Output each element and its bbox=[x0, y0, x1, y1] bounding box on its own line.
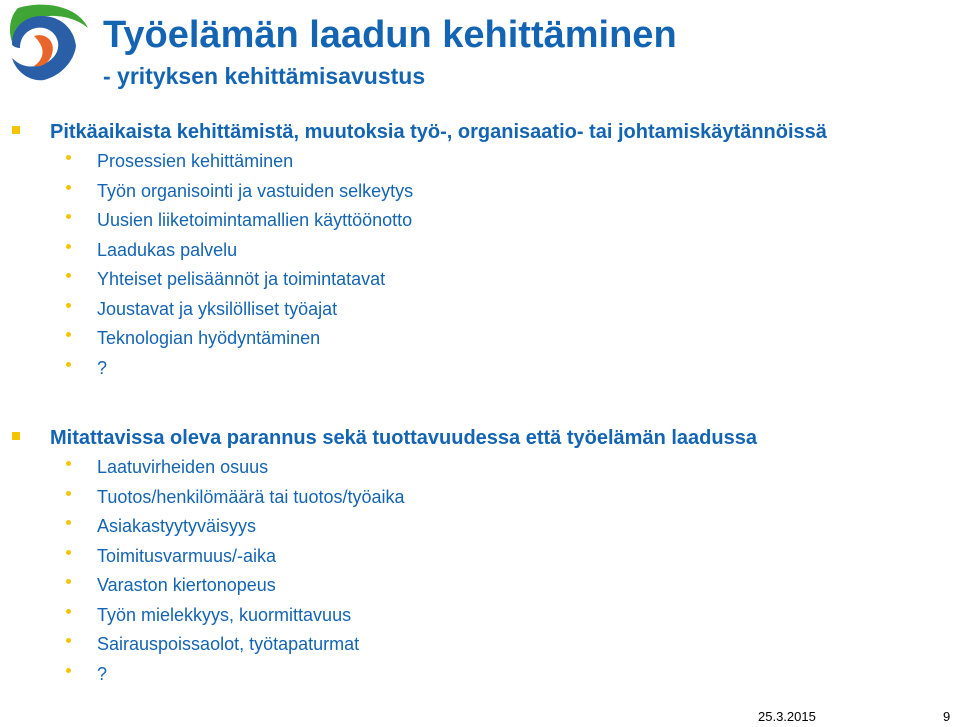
square-bullet-icon bbox=[12, 126, 20, 134]
list-item: ? bbox=[97, 660, 960, 690]
dot-bullet-icon bbox=[66, 244, 71, 249]
dot-bullet-icon bbox=[66, 273, 71, 278]
dot-bullet-icon bbox=[66, 579, 71, 584]
page-subtitle: - yrityksen kehittämisavustus bbox=[103, 63, 426, 89]
list-item: Työn mielekkyys, kuormittavuus bbox=[97, 601, 960, 631]
list-item: Työn organisointi ja vastuiden selkeytys bbox=[97, 177, 960, 207]
list-item: ? bbox=[97, 354, 960, 384]
footer-date: 25.3.2015 bbox=[758, 709, 816, 724]
dot-bullet-icon bbox=[66, 520, 71, 525]
dot-bullet-icon bbox=[66, 303, 71, 308]
list-item: Sairauspoissaolot, työtapaturmat bbox=[97, 630, 960, 660]
dot-bullet-icon bbox=[66, 214, 71, 219]
dot-bullet-icon bbox=[66, 461, 71, 466]
section-heading-text: Pitkäaikaista kehittämistä, muutoksia työ-, organisaatio- tai johtamiskäytännöissä bbox=[50, 121, 827, 143]
page-number: 9 bbox=[943, 709, 951, 724]
list-item: Teknologian hyödyntäminen bbox=[97, 324, 960, 354]
section-heading bbox=[50, 423, 960, 453]
bullet-list bbox=[0, 453, 960, 689]
section-heading-text: Mitattavissa oleva parannus sekä tuottavuudessa että työelämän laadussa bbox=[50, 427, 757, 449]
section-development bbox=[0, 117, 960, 383]
list-item: Laatuvirheiden osuus bbox=[97, 453, 960, 483]
dot-bullet-icon bbox=[66, 638, 71, 643]
list-item: Laadukas palvelu bbox=[97, 236, 960, 266]
square-bullet-icon bbox=[12, 432, 20, 440]
dot-bullet-icon bbox=[66, 550, 71, 555]
dot-bullet-icon bbox=[66, 332, 71, 337]
dot-bullet-icon bbox=[66, 185, 71, 190]
section-measurable bbox=[0, 423, 960, 689]
dot-bullet-icon bbox=[66, 155, 71, 160]
list-item: Asiakastyytyväisyys bbox=[97, 512, 960, 542]
dot-bullet-icon bbox=[66, 362, 71, 367]
page-title: Työelämän laadun kehittäminen bbox=[103, 14, 677, 56]
list-item: Toimitusvarmuus/-aika bbox=[97, 542, 960, 572]
logo-icon bbox=[4, 2, 90, 84]
list-item: Prosessien kehittäminen bbox=[97, 147, 960, 177]
list-item: Tuotos/henkilömäärä tai tuotos/työaika bbox=[97, 483, 960, 513]
dot-bullet-icon bbox=[66, 491, 71, 496]
bullet-list bbox=[0, 147, 960, 383]
list-item: Yhteiset pelisäännöt ja toimintatavat bbox=[97, 265, 960, 295]
dot-bullet-icon bbox=[66, 609, 71, 614]
list-item: Uusien liiketoimintamallien käyttöönotto bbox=[97, 206, 960, 236]
list-item: Joustavat ja yksilölliset työajat bbox=[97, 295, 960, 325]
dot-bullet-icon bbox=[66, 668, 71, 673]
section-heading bbox=[50, 117, 960, 147]
list-item: Varaston kiertonopeus bbox=[97, 571, 960, 601]
